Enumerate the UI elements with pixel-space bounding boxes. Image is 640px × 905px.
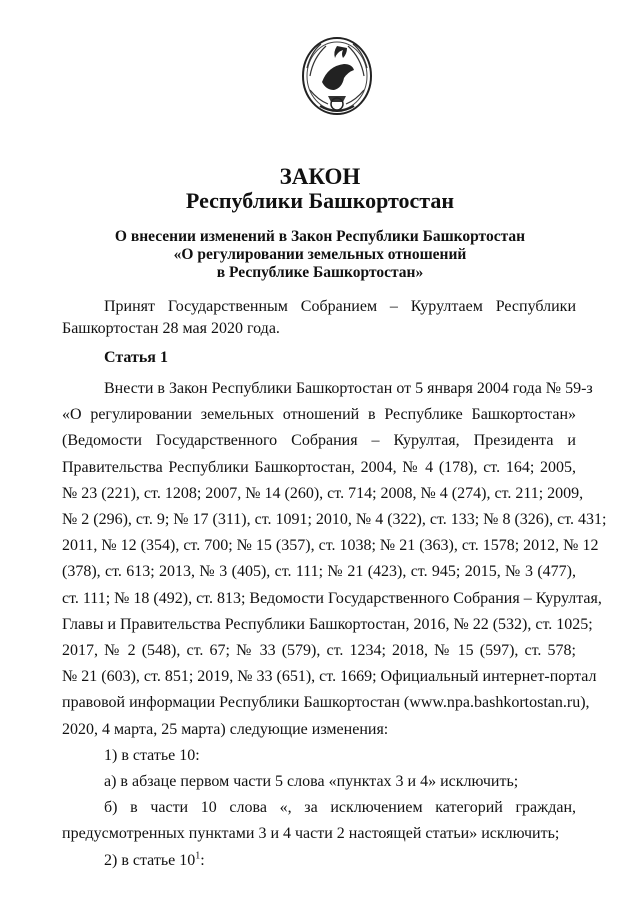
article-title: Статья 1 bbox=[104, 349, 168, 366]
body-line: правовой информации Республики Башкортостан (www.npa.bashkortostan.ru), bbox=[62, 694, 590, 712]
list-item-1b-line-1: б) в части 10 слова «, за исключением категорий граждан, bbox=[104, 799, 576, 817]
list-item-1b-line-2: предусмотренных пунктами 3 и 4 части 2 настоящей статьи» исключить; bbox=[62, 825, 560, 843]
law-heading-line-3: в Республике Башкортостан» bbox=[216, 264, 424, 281]
body-line: Внести в Закон Республики Башкортостан от 5 января 2004 года № 59-з bbox=[104, 380, 593, 397]
law-heading-line-1: О внесении изменений в Закон Республики Башкортостан bbox=[114, 228, 526, 245]
body-line: (Ведомости Государственного Собрания – Курултая, Президента и bbox=[62, 432, 576, 450]
coat-of-arms-emblem bbox=[298, 30, 376, 120]
list-item-2 bbox=[62, 848, 576, 874]
body-line: № 21 (603), ст. 851; 2019, № 33 (651), ст. 1669; Официальный интернет-портал bbox=[62, 668, 597, 686]
body-line: № 23 (221), ст. 1208; 2007, № 14 (260), ст. 714; 2008, № 4 (274), ст. 211; 2009, bbox=[62, 484, 584, 502]
document-title: ЗАКОН bbox=[279, 164, 361, 189]
body-line: ст. 111; № 18 (492), ст. 813; Ведомости Государственного Собрания – Курултая, bbox=[62, 589, 602, 607]
body-line: Главы и Правительства Республики Башкортостан, 2016, № 22 (532), ст. 1025; bbox=[62, 615, 593, 633]
adoption-note bbox=[62, 296, 576, 340]
body-line: 2017, № 2 (548), ст. 67; № 33 (579), ст. 1234; 2018, № 15 (597), ст. 578; bbox=[62, 642, 576, 660]
list-item-1: 1) в статье 10: bbox=[104, 746, 200, 764]
adoption-line-2: Башкортостан 28 мая 2020 года. bbox=[62, 320, 280, 337]
adoption-line-1: Принят Государственным Собранием – Курултаем Республики bbox=[104, 298, 576, 315]
list-item-2-suffix: : bbox=[200, 851, 205, 869]
body-line: Правительства Республики Башкортостан, 2004, № 4 (178), ст. 164; 2005, bbox=[62, 458, 576, 476]
list-item-1a: а) в абзаце первом части 5 слова «пунктах 3 и 4» исключить; bbox=[104, 773, 519, 791]
list-item-2-text: 2) в статье 10 bbox=[104, 851, 196, 869]
document-subtitle: Республики Башкортостан bbox=[185, 188, 455, 213]
body-line: 2020, 4 марта, 25 марта) следующие изменения: bbox=[62, 720, 389, 738]
body-line: «О регулировании земельных отношений в Республике Башкортостан» bbox=[62, 406, 576, 424]
article-body bbox=[62, 376, 607, 874]
body-line: 2011, № 12 (354), ст. 700; № 15 (357), ст. 1038; № 21 (363), ст. 1578; 2012, № 12 bbox=[62, 537, 599, 555]
law-heading-line-2: «О регулировании земельных отношений bbox=[173, 246, 467, 263]
list-item-2-superscript: 1 bbox=[195, 850, 201, 862]
body-line: № 2 (296), ст. 9; № 17 (311), ст. 1091; 2010, № 4 (322), ст. 133; № 8 (326), ст. 431; bbox=[62, 511, 607, 529]
body-line: (378), ст. 613; 2013, № 3 (405), ст. 111; № 21 (423), ст. 945; 2015, № 3 (477), bbox=[62, 563, 576, 581]
